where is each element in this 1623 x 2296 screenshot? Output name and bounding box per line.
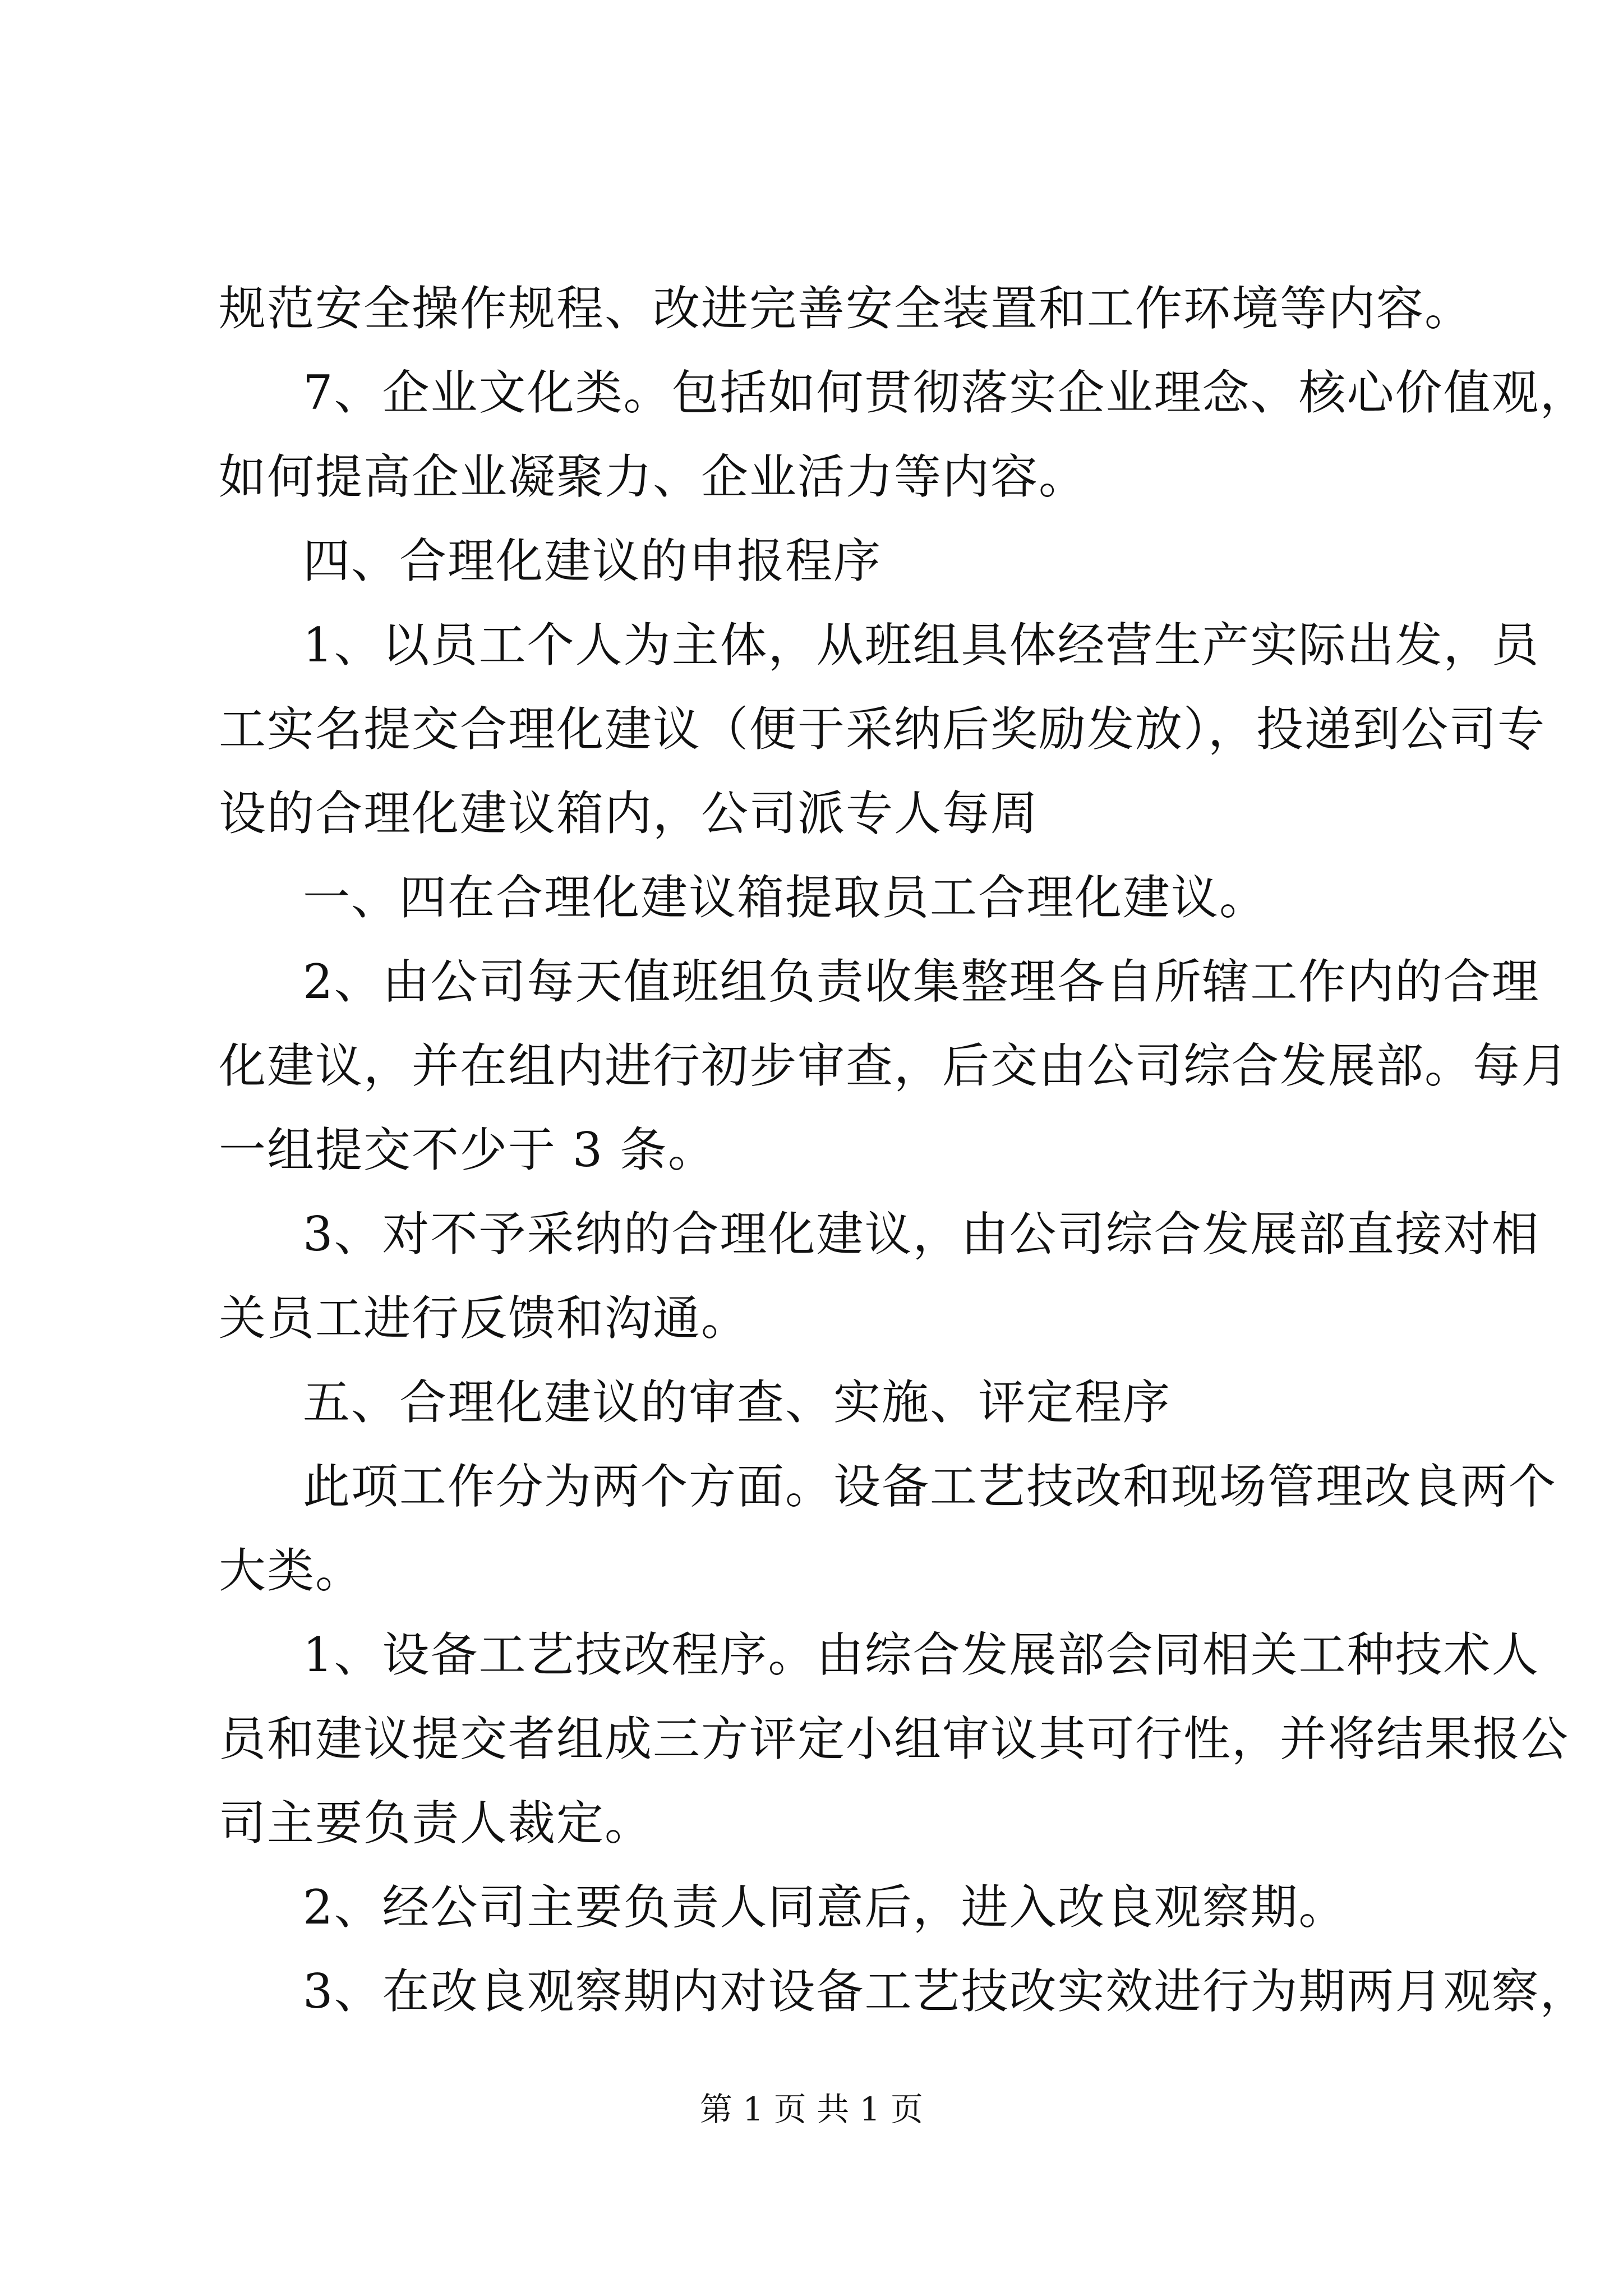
text-line: 化建议，并在组内进行初步审查，后交由公司综合发展部。每月 [219, 1038, 1570, 1093]
text-line: 关员工进行反馈和沟通。 [219, 1291, 750, 1346]
text-line: 司主要负责人裁定。 [219, 1796, 653, 1851]
text-line: 如何提高企业凝聚力、企业活力等内容。 [219, 449, 1087, 504]
text-line: 一组提交不少于 3 条。 [219, 1122, 716, 1177]
text-line: 1、以员工个人为主体，从班组具体经营生产实际出发，员 [303, 618, 1540, 673]
text-line: 7、企业文化类。包括如何贯彻落实企业理念、核心价值观， [303, 365, 1588, 420]
text-line: 大类。 [219, 1543, 364, 1598]
text-line: 规范安全操作规程、改进完善安全装置和工作环境等内容。 [219, 281, 1473, 336]
text-line: 一、四在合理化建议箱提取员工合理化建议。 [303, 870, 1268, 925]
text-line: 工实名提交合理化建议（便于采纳后奖励发放），投递到公司专 [219, 702, 1546, 757]
text-line: 员和建议提交者组成三方评定小组审议其可行性，并将结果报公 [219, 1711, 1570, 1766]
page-footer: 第 1 页 共 1 页 [700, 2090, 923, 2128]
text-line: 2、经公司主要负责人同意后，进入改良观察期。 [303, 1880, 1347, 1935]
text-line: 3、对不予采纳的合理化建议，由公司综合发展部直接对相 [303, 1207, 1540, 1262]
text-line: 设的合理化建议箱内，公司派专人每周 [219, 786, 1039, 841]
text-line: 此项工作分为两个方面。设备工艺技改和现场管理改良两个 [303, 1459, 1557, 1514]
section-heading: 四、合理化建议的申报程序 [303, 533, 882, 588]
text-line: 3、在改良观察期内对设备工艺技改实效进行为期两月观察， [303, 1964, 1588, 2019]
section-heading: 五、合理化建议的审查、实施、评定程序 [303, 1375, 1172, 1430]
text-line: 1、设备工艺技改程序。由综合发展部会同相关工种技术人 [303, 1627, 1540, 1682]
text-line: 2、由公司每天值班组负责收集整理各自所辖工作内的合理 [303, 954, 1540, 1009]
